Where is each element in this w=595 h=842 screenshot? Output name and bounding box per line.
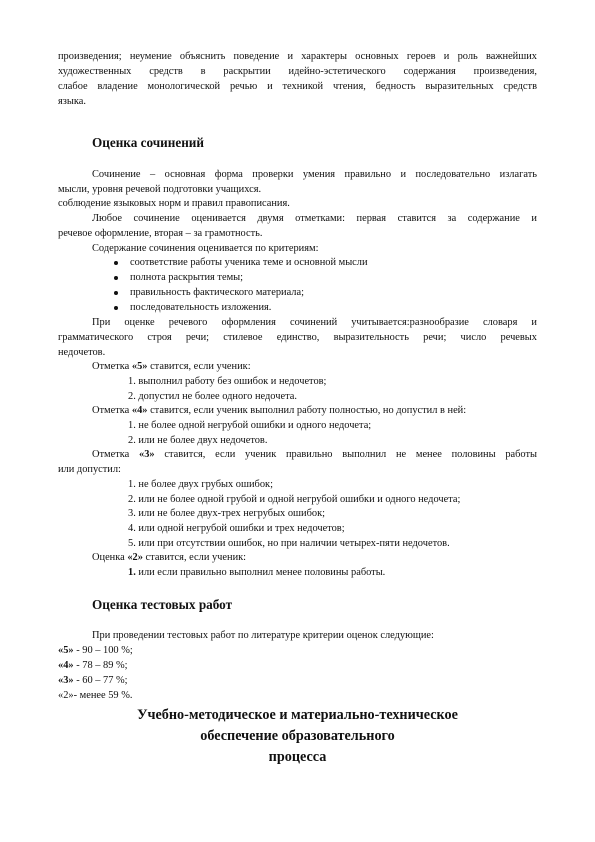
test-grade-row: «3» - 60 – 77 %; (58, 675, 128, 686)
essays-heading: Оценка сочинений (92, 135, 204, 150)
grade-item: 3. или не более двух-трех негрубых ошибок; (128, 508, 326, 519)
essays-p4-line-3: недочетов. (58, 347, 106, 358)
bullet-icon (114, 261, 118, 265)
essays-p4-line-2: грамматического строя речи; стилевое единство, выразительность речи; число речевых (58, 332, 537, 343)
test-grade-row: «4» - 78 – 89 %; (58, 660, 128, 671)
tests-intro: При проведении тестовых работ по литературе критерии оценок следующие: (92, 630, 434, 641)
grade-item: 1. или если правильно выполнил менее половины работы. (128, 567, 386, 578)
grade-item: 1. не более одной негрубой ошибки и одного недочета; (128, 420, 372, 431)
essays-p2-line-1: Любое сочинение оценивается двумя отметками: первая ставится за содержание и (92, 213, 537, 224)
grade-item: 4. или одной негрубой ошибки и трех недочетов; (128, 523, 345, 534)
section-title-line-2: обеспечение образовательного (200, 728, 395, 744)
grade-mark: «3» (139, 449, 155, 460)
grade-item: 2. или не более одной грубой и одной негрубой ошибки и одного недочета; (128, 494, 461, 505)
essays-p1-line-2: мысли, уровня речевой подготовки учащихся. (58, 184, 262, 195)
grade-5-criteria: Отметка «5» ставится, если ученик: (92, 361, 251, 372)
grade-item: 1. не более двух грубых ошибок; (128, 479, 273, 490)
essays-p2-line-2: речевое оформление, вторая – за грамотность. (58, 228, 263, 239)
grade-item: 1. выполнил работу без ошибок и недочетов; (128, 376, 327, 387)
intro-line-1: произведения; неумение объяснить поведение и характеры основных героев и роль важнейших (58, 51, 537, 62)
essays-p1-line-1: Сочинение – основная форма проверки умения правильно и последовательно излагать (92, 169, 537, 180)
bullet-icon (114, 306, 118, 310)
tests-heading: Оценка тестовых работ (92, 597, 233, 612)
criteria-item: соответствие работы ученика теме и основной мысли (130, 257, 368, 268)
grade-item: 5. или при отсутствии ошибок, но при наличии четырех-пяти недочетов. (128, 538, 450, 549)
grade-3-criteria-line-2: или допустил: (58, 464, 121, 475)
intro-line-2: художественных средств в раскрытии идейно-эстетического содержания произведения, (58, 66, 537, 77)
grade-3-criteria: Отметка «3» ставится, если ученик правильно выполнил не менее половины работы (92, 449, 537, 460)
essays-p4-line-1: При оценке речевого оформления сочинений учитывается:разнообразие словаря и (92, 317, 537, 328)
bullet-icon (114, 276, 118, 280)
grade-2-criteria: Оценка «2» ставится, если ученик: (92, 552, 247, 563)
essays-criteria-intro: Содержание сочинения оценивается по критериям: (92, 243, 319, 254)
test-grade-row: «2»- менее 59 %. (58, 690, 133, 701)
grade-item: 2. или не более двух недочетов. (128, 435, 268, 446)
criteria-item: последовательность изложения. (130, 302, 272, 313)
grade-mark: «5» (131, 361, 148, 372)
intro-line-4: языка. (58, 96, 86, 107)
bullet-icon (114, 291, 118, 295)
section-title-line-3: процесса (268, 749, 327, 765)
test-grade-row: «5» - 90 – 100 %; (58, 645, 133, 656)
essays-p1-line-3: соблюдение языковых норм и правил правописания. (58, 198, 290, 209)
criteria-item: правильность фактического материала; (130, 287, 304, 298)
intro-line-3: слабое владение монологической речью и техникой чтения, бедность выразительных средств (58, 81, 537, 92)
section-title-line-1: Учебно-методическое и материально-техническое (137, 707, 458, 723)
grade-4-criteria: Отметка «4» ставится, если ученик выполнил работу полностью, но допустил в ней: (92, 405, 467, 416)
criteria-item: полнота раскрытия темы; (130, 272, 244, 283)
grade-mark: «2» (127, 552, 143, 563)
grade-item: 2. допустил не более одного недочета. (128, 391, 297, 402)
grade-mark: «4» (131, 405, 148, 416)
